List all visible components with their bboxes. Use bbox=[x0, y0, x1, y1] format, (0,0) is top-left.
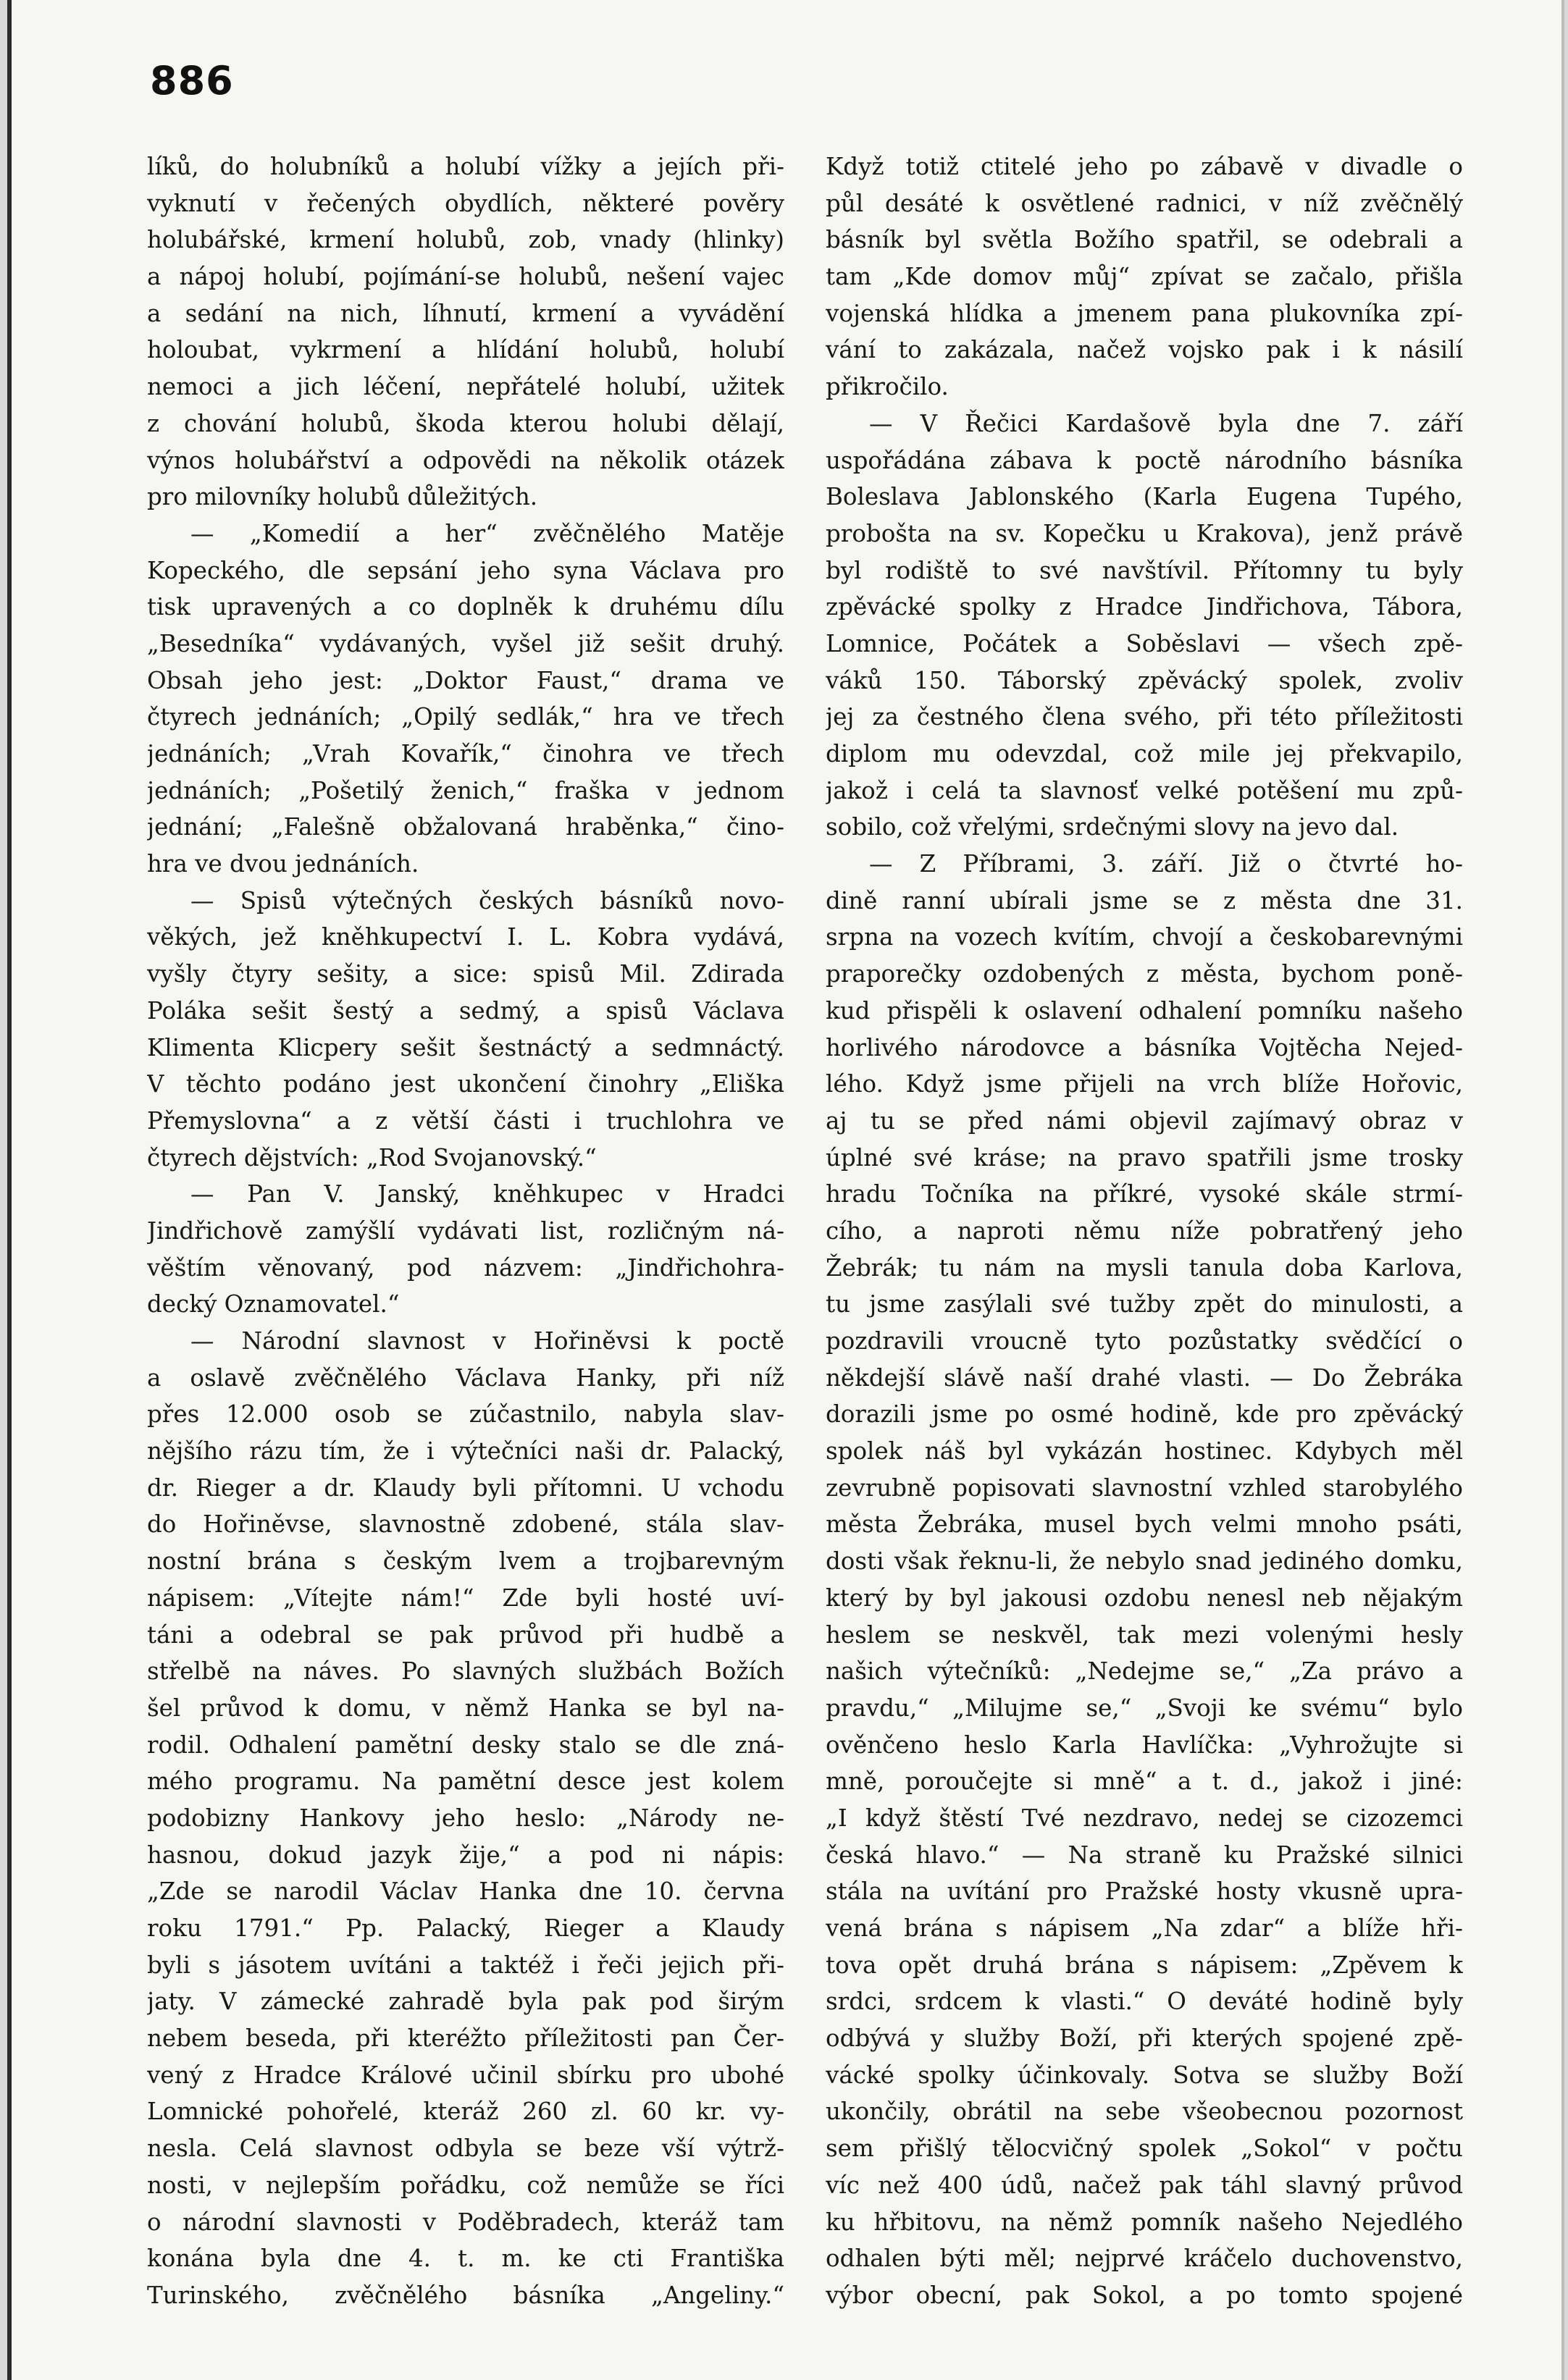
text-line: čtyrech jednáních; „Opilý sedlák,“ hra ve třech bbox=[147, 703, 784, 731]
text-line: vání to zakázala, načež vojsko pak i k násilí bbox=[826, 336, 1463, 364]
text-line: střelbě na náves. Po slavných službách Božích bbox=[147, 1657, 784, 1686]
text-line: přikročilo. bbox=[826, 373, 949, 401]
text-line: — Národní slavnost v Hořiněvsi k poctě bbox=[190, 1327, 784, 1355]
right-text-column bbox=[826, 148, 1463, 2314]
text-line: Když totiž ctitelé jeho po zábavě v divadle o bbox=[826, 153, 1463, 180]
text-line: Lomnické pohořelé, kteráž 260 zl. 60 kr. vy- bbox=[147, 2098, 784, 2126]
text-line: Kopeckého, dle sepsání jeho syna Václava pro bbox=[147, 556, 784, 584]
text-line: hasnou, dokud jazyk žije,“ a pod ni nápis: bbox=[147, 1841, 784, 1869]
text-line: srdci, srdcem k vlasti.“ O deváté hodině byly bbox=[826, 1988, 1463, 2016]
text-line: — Spisů výtečných českých básníků novo- bbox=[190, 886, 784, 914]
text-line: nemoci a jich léčení, nepřátelé holubí, užitek bbox=[147, 373, 784, 401]
text-line: Klimenta Klicpery sešit šestnáctý a sedmnáctý. bbox=[147, 1033, 784, 1061]
text-line: jakož i celá ta slavnosť velké potěšení mu způ- bbox=[826, 776, 1463, 804]
text-line: holubářské, krmení holubů, zob, vnady (hlinky) bbox=[147, 226, 784, 254]
text-line: váků 150. Táborský zpěvácký spolek, zvoliv bbox=[826, 666, 1463, 694]
text-line: úplné své kráse; na pravo spatřili jsme trosky bbox=[826, 1143, 1463, 1172]
text-line: tam „Kde domov můj“ zpívat se začalo, přišla bbox=[826, 263, 1463, 291]
text-line: podobizny Hankovy jeho heslo: „Národy ne- bbox=[147, 1804, 784, 1832]
text-line: decký Oznamovatel.“ bbox=[147, 1290, 400, 1319]
text-line: dorazili jsme po osmé hodině, kde pro zpěvácký bbox=[826, 1400, 1463, 1429]
text-line: který by byl jakousi ozdobu nenesl neb nějakým bbox=[826, 1584, 1463, 1612]
text-line: ověnčeno heslo Karla Havlíčka: „Vyhrožujte si bbox=[826, 1731, 1463, 1759]
text-line: výbor obecní, pak Sokol, a po tomto spojené bbox=[826, 2281, 1463, 2309]
text-line: hradu Točníka na příkré, vysoké skále strmí- bbox=[826, 1180, 1463, 1208]
text-line: někdejší slávě naší drahé vlasti. — Do Žebráka bbox=[826, 1363, 1463, 1392]
text-line: cího, a naproti němu níže pobratřený jeho bbox=[826, 1216, 1463, 1245]
text-line: věkých, jež kněhkupectví I. L. Kobra vydává, bbox=[147, 923, 784, 951]
text-line: — V Řečici Kardašově byla dne 7. září bbox=[869, 409, 1463, 437]
text-line: uspořádána zábava k poctě národního básníka bbox=[826, 446, 1463, 474]
text-line: česká hlavo.“ — Na straně ku Pražské silnici bbox=[826, 1841, 1463, 1869]
text-line: jednáních; „Pošetilý ženich,“ fraška v jednom bbox=[147, 776, 784, 804]
text-line: odbývá y služby Boží, při kterých spojené zpě- bbox=[826, 2024, 1463, 2053]
text-line: nějšího rázu tím, že i výtečníci naši dr. Palacký, bbox=[147, 1437, 784, 1466]
text-line: byli s jásotem uvítáni a taktéž i řeči jejich při- bbox=[147, 1951, 784, 1979]
text-line: horlivého národovce a básníka Vojtěcha Nejed- bbox=[826, 1033, 1463, 1061]
text-line: pravdu,“ „Milujme se,“ „Svoji ke svému“ bylo bbox=[826, 1694, 1463, 1722]
text-line: zpěvácké spolky z Hradce Jindřichova, Tábora, bbox=[826, 593, 1463, 621]
text-line: hra ve dvou jednáních. bbox=[147, 850, 419, 878]
text-line: jednáních; „Vrah Kovařík,“ činohra ve třech bbox=[147, 740, 784, 768]
text-line: nebem beseda, při kteréžto příležitosti pan Čer- bbox=[147, 2024, 784, 2053]
newspaper-page bbox=[7, 0, 1564, 2380]
text-line: nápisem: „Vítejte nám!“ Zde byli hosté uví- bbox=[147, 1584, 784, 1612]
text-line: vojenská hlídka a jmenem pana plukovníka zpí- bbox=[826, 299, 1463, 327]
text-line: nostní brána s českým lvem a trojbarevným bbox=[147, 1547, 784, 1576]
text-line: jaty. V zámecké zahradě byla pak pod širým bbox=[147, 1988, 784, 2016]
text-line: roku 1791.“ Pp. Palacký, Rieger a Klaudy bbox=[147, 1914, 784, 1942]
text-line: „Besedníka“ vydávaných, vyšel již sešit druhý. bbox=[147, 629, 784, 657]
text-line: — Pan V. Janský, kněhkupec v Hradci bbox=[190, 1180, 784, 1208]
text-line: kud přispěli k oslavení odhalení pomníku našeho bbox=[826, 996, 1463, 1025]
text-line: Žebrák; tu nám na mysli tanula doba Karlova, bbox=[826, 1253, 1463, 1282]
text-line: Přemyslovna“ a z větší části i truchlohra ve bbox=[147, 1106, 784, 1135]
text-line: tisk upravených a co doplněk k druhému dílu bbox=[147, 593, 784, 621]
text-line: do Hořiněvse, slavnostně zdobené, stála slav- bbox=[147, 1510, 784, 1539]
text-line: holoubat, vykrmení a hlídání holubů, holubí bbox=[147, 336, 784, 364]
text-line: vyšly čtyry sešity, a sice: spisů Mil. Zdirada bbox=[147, 960, 784, 988]
text-line: tova opět druhá brána s nápisem: „Zpěvem k bbox=[826, 1951, 1463, 1979]
text-line: tu jsme zasýlali své tužby zpět do minulosti, a bbox=[826, 1290, 1463, 1319]
text-line: praporečky ozdobených z města, bychom poně- bbox=[826, 960, 1463, 988]
text-line: dr. Rieger a dr. Klaudy byli přítomni. U vchodu bbox=[147, 1473, 784, 1502]
text-line: vený z Hradce Králové učinil sbírku pro ubohé bbox=[147, 2061, 784, 2089]
text-line: nosti, v nejlepším pořádku, což nemůže se říci bbox=[147, 2171, 784, 2199]
text-line: stála na uvítání pro Pražské hosty vkusně upra- bbox=[826, 1877, 1463, 1906]
text-line: města Žebráka, musel bych velmi mnoho psáti, bbox=[826, 1510, 1463, 1539]
text-line: dosti však řeknu-li, že nebylo snad jediného domku, bbox=[826, 1547, 1463, 1576]
text-line: věštím věnovaný, pod názvem: „Jindřichohra- bbox=[147, 1253, 784, 1282]
text-line: sem přišlý tělocvičný spolek „Sokol“ v počtu bbox=[826, 2135, 1463, 2163]
text-line: víc než 400 údů, načež pak táhl slavný průvod bbox=[826, 2171, 1463, 2199]
text-line: srpna na vozech kvítím, chvojí a českobarevnými bbox=[826, 923, 1463, 951]
text-line: lého. Když jsme přijeli na vrch blíže Hořovic, bbox=[826, 1070, 1463, 1098]
text-line: sobilo, což vřelými, srdečnými slovy na jevo dal. bbox=[826, 813, 1399, 841]
text-line: aj tu se před námi objevil zajímavý obraz v bbox=[826, 1106, 1463, 1135]
text-line: výnos holubářství a odpovědi na několik otázek bbox=[147, 446, 784, 474]
text-line: Lomnice, Počátek a Soběslavi — všech zpě- bbox=[826, 629, 1463, 657]
text-line: proboštа na sv. Kopečku u Krakova), jenž právě bbox=[826, 519, 1463, 547]
text-line: mně, poroučejte si mně“ a t. d., jakož i jiné: bbox=[826, 1767, 1463, 1796]
text-line: dině ranní ubírali jsme se z města dne 31. bbox=[826, 886, 1463, 914]
text-line: Jindřichově zamýšlí vydávati list, rozličným ná- bbox=[147, 1216, 784, 1245]
text-line: Boleslava Jablonského (Karla Eugena Tupého, bbox=[826, 483, 1463, 511]
text-line: pozdravili vroucně tyto pozůstatky svědčící o bbox=[826, 1327, 1463, 1355]
text-line: jednání; „Falešně obžalovaná hraběnka,“ čino- bbox=[147, 813, 784, 841]
left-text-column bbox=[147, 148, 784, 2314]
text-line: odhalen býti měl; nejprvé kráčelo duchovenstvo, bbox=[826, 2245, 1463, 2273]
text-line: mého programu. Na pamětní desce jest kolem bbox=[147, 1767, 784, 1796]
text-line: ku hřbitovu, na němž pomník našeho Nejedlého bbox=[826, 2208, 1463, 2236]
text-line: a oslavě zvěčnělého Václava Hanky, při níž bbox=[147, 1363, 784, 1392]
text-line: vyknutí v řečených obydlích, některé pověry bbox=[147, 189, 784, 217]
text-line: jej za čestného člena svého, při této příležitosti bbox=[826, 703, 1463, 731]
text-line: zevrubně popisovati slavnostní vzhled starobylého bbox=[826, 1473, 1463, 1502]
text-line: V těchto podáno jest ukončení činohry „Eliška bbox=[147, 1070, 784, 1098]
text-line: Poláka sešit šestý a sedmý, a spisů Václava bbox=[147, 996, 784, 1025]
text-line: básník byl světla Božího spatřil, se odebrali a bbox=[826, 226, 1463, 254]
text-line: a nápoj holubí, pojímání-se holubů, nešení vajec bbox=[147, 263, 784, 291]
text-line: konána byla dne 4. t. m. ke cti Františka bbox=[147, 2245, 784, 2273]
text-line: „I když štěstí Tvé nezdravo, nedej se cizozemci bbox=[826, 1804, 1463, 1832]
text-line: našich výtečníků: „Nedejme se,“ „Za právo a bbox=[826, 1657, 1463, 1686]
text-line: o národní slavnosti v Poděbradech, kteráž tam bbox=[147, 2208, 784, 2236]
text-line: byl rodiště to své navštívil. Přítomny tu byly bbox=[826, 556, 1463, 584]
text-line: — „Komedií a her“ zvěčnělého Matěje bbox=[190, 519, 784, 547]
text-line: diplom mu odevzdal, což mile jej překvapilo, bbox=[826, 740, 1463, 768]
text-line: pro milovníky holubů důležitých. bbox=[147, 483, 538, 511]
text-line: líků, do holubníků a holubí vížky a jejích při- bbox=[147, 153, 784, 180]
text-line: a sedání na nich, líhnutí, krmení a vyvádění bbox=[147, 299, 784, 327]
text-line: šel průvod k domu, v němž Hanka se byl na- bbox=[147, 1694, 784, 1722]
text-line: čtyrech dějstvích: „Rod Svojanovský.“ bbox=[147, 1143, 597, 1172]
text-line: ukončily, obrátil na sebe všeobecnou pozornost bbox=[826, 2098, 1463, 2126]
text-line: heslem se neskvěl, tak mezi volenými hesly bbox=[826, 1620, 1463, 1649]
text-line: rodil. Odhalení pamětní desky stalo se dle zná- bbox=[147, 1731, 784, 1759]
text-line: nesla. Celá slavnost odbyla se beze vší výtrž- bbox=[147, 2135, 784, 2163]
text-line: „Zde se narodil Václav Hanka dne 10. června bbox=[147, 1877, 784, 1906]
text-line: Obsah jeho jest: „Doktor Faust,“ drama ve bbox=[147, 666, 784, 694]
text-line: přes 12.000 osob se zúčastnilo, nabyla slav- bbox=[147, 1400, 784, 1429]
text-line: z chování holubů, škoda kterou holubi dělají, bbox=[147, 409, 784, 437]
text-line: vená brána s nápisem „Na zdar“ a blíže hři- bbox=[826, 1914, 1463, 1942]
text-line: spolek náš byl vykázán hostinec. Kdybych měl bbox=[826, 1437, 1463, 1466]
text-line: vácké spolky účinkovaly. Sotva se služby Boží bbox=[826, 2061, 1463, 2089]
page-number: 886 bbox=[150, 58, 234, 104]
text-line: půl desáté k osvětlené radnici, v níž zvěčnělý bbox=[826, 189, 1463, 217]
text-line: Turinského, zvěčnělého básníka „Angeliny.“ bbox=[147, 2281, 784, 2309]
text-line: — Z Příbrami, 3. září. Již o čtvrté ho- bbox=[869, 850, 1463, 878]
text-line: táni a odebral se pak průvod při hudbě a bbox=[147, 1620, 784, 1649]
